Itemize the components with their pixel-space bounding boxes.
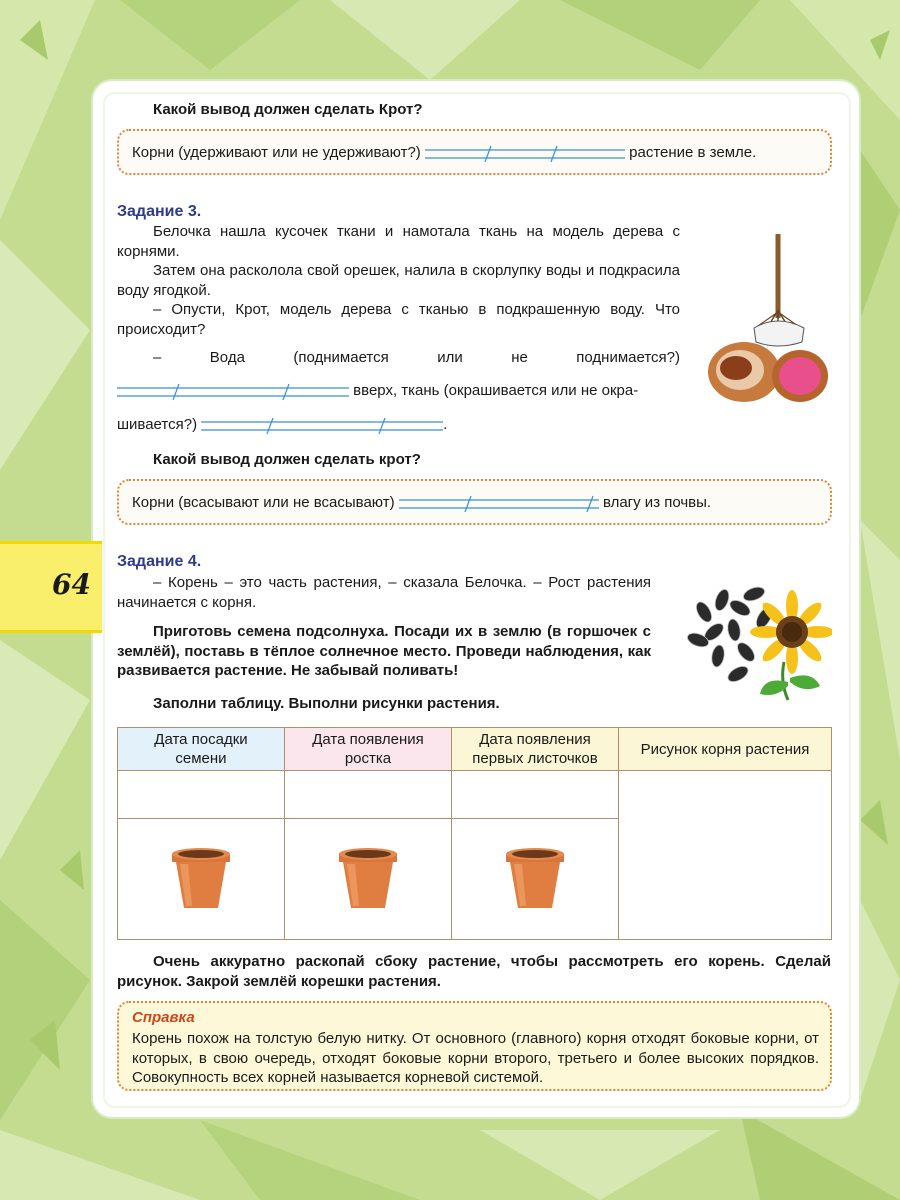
top-question: Какой вывод должен сделать Крот?	[153, 101, 423, 118]
task3-box-suffix: влагу из почвы.	[602, 494, 712, 511]
header-cell-leaves-date: Дата появления первых листочков	[452, 728, 619, 771]
tree-model-nut-illustration	[706, 230, 830, 410]
top-answer-box	[117, 129, 832, 175]
flower-pot-icon	[333, 842, 403, 912]
task3-line-6-suffix: .	[443, 416, 448, 433]
task3-line-5-suffix: вверх, ткань (окрашивается или не окра-	[353, 382, 639, 399]
table-row-dates	[118, 771, 832, 819]
cell-sprout-date[interactable]	[285, 771, 452, 819]
task4-paragraph-4: Очень аккуратно раскопай сбоку растение, чтобы рассмотреть его корень. Сделай рисунок. Закрой землёй корешки растения.	[117, 953, 831, 990]
task4-paragraph-3: Заполни таблицу. Выполни рисунки растения.	[153, 695, 500, 712]
header-cell-planting-date: Дата посадки семени	[118, 728, 285, 771]
task3-line-4: – Вода (поднимается или не поднимается?)	[153, 349, 680, 366]
task3-paragraph-3: – Опусти, Крот, модель дерева с тканью в подкрашенную воду. Что происходит?	[117, 301, 680, 338]
cell-pot-1[interactable]	[118, 819, 285, 940]
top-box-prefix: Корни (удерживают или не удерживают?)	[132, 144, 421, 161]
reference-box	[117, 1001, 832, 1091]
task3-box-prefix: Корни (всасывают или не всасывают)	[132, 494, 395, 511]
reference-title: Справка	[132, 1009, 195, 1026]
task3-blank-1[interactable]	[117, 382, 349, 400]
task3-line-6-prefix: шивается?)	[117, 416, 198, 433]
top-box-suffix: растение в земле.	[629, 144, 757, 161]
cell-pot-2[interactable]	[285, 819, 452, 940]
task4-paragraph-2: Приготовь семена подсолнуха. Посади их в землю (в горшочек с землёй), поставь в тёплое солнечное место. Проведи наблюдения, как развивается растение. Не забывай поливать!	[117, 623, 651, 679]
task3-blank-2[interactable]	[201, 416, 443, 434]
observation-table	[117, 727, 832, 940]
reference-text: Корень похож на толстую белую нитку. От основного (главного) корня отходят боковые корни, от которых, в свою очередь, отходят боковые корни второго, третьего и более высоких порядков. Совокупность всех корней называется корневой системой.	[132, 1030, 819, 1086]
task3-box-blank[interactable]	[399, 494, 599, 512]
task3-paragraph-1: Белочка нашла кусочек ткани и намотала ткань на модель дерева с корнями.	[117, 223, 680, 260]
cell-pot-3[interactable]	[452, 819, 619, 940]
header-cell-root-drawing: Рисунок корня растения	[619, 728, 832, 771]
sunflower-seeds-illustration	[684, 582, 832, 702]
task3-question: Какой вывод должен сделать крот?	[153, 451, 421, 468]
task3-paragraph-2: Затем она расколола свой орешек, налила в скорлупку воды и подкрасила воду ягодкой.	[117, 262, 680, 299]
cell-root-drawing[interactable]	[619, 771, 832, 940]
table-header-row	[118, 728, 832, 771]
task3-title: Задание 3.	[117, 203, 202, 220]
page-number: 64	[52, 568, 91, 601]
cell-planting-date[interactable]	[118, 771, 285, 819]
top-answer-blank[interactable]	[425, 144, 625, 162]
task4-title: Задание 4.	[117, 553, 202, 570]
header-cell-sprout-date: Дата появления ростка	[285, 728, 452, 771]
cell-leaves-date[interactable]	[452, 771, 619, 819]
flower-pot-icon	[500, 842, 570, 912]
flower-pot-icon	[166, 842, 236, 912]
task4-paragraph-1: – Корень – это часть растения, – сказала Белочка. – Рост растения начинается с корня.	[117, 574, 651, 611]
task3-answer-box	[117, 479, 832, 525]
